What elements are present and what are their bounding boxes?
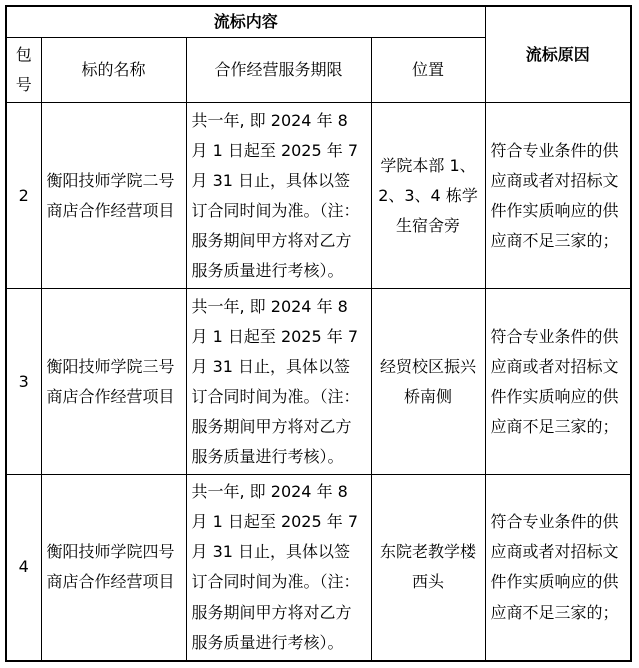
table-row [6,475,631,661]
target-name-cell: 衡阳技师学院四号商店合作经营项目 [41,475,186,661]
header-location: 位置 [371,38,485,103]
table-header-group-row [6,6,631,38]
package-number-cell: 2 [6,103,41,289]
location-cell: 学院本部 1、2、3、4 栋学生宿舍旁 [371,103,485,289]
failure-reason-cell: 符合专业条件的供应商或者对招标文件作实质响应的供应商不足三家的； [485,103,631,289]
package-number-cell: 3 [6,289,41,475]
header-bid-content: 流标内容 [6,6,485,38]
table-row [6,289,631,475]
service-period-cell: 共一年, 即 2024 年 8 月 1 日起至 2025 年 7 月 31 日止，具体以签订合同时间为准。（注：服务期间甲方将对乙方服务质量进行考核）。 [186,475,371,661]
failure-reason-cell: 符合专业条件的供应商或者对招标文件作实质响应的供应商不足三家的； [485,475,631,661]
failure-reason-cell: 符合专业条件的供应商或者对招标文件作实质响应的供应商不足三家的； [485,289,631,475]
target-name-cell: 衡阳技师学院三号商店合作经营项目 [41,289,186,475]
location-cell: 东院老教学楼西头 [371,475,485,661]
service-period-cell: 共一年, 即 2024 年 8 月 1 日起至 2025 年 7 月 31 日止，具体以签订合同时间为准。（注：服务期间甲方将对乙方服务质量进行考核）。 [186,289,371,475]
table-row [6,103,631,289]
failed-bid-table [5,5,632,662]
header-service-period: 合作经营服务期限 [186,38,371,103]
header-target-name: 标的名称 [41,38,186,103]
service-period-cell: 共一年, 即 2024 年 8 月 1 日起至 2025 年 7 月 31 日止，具体以签订合同时间为准。（注：服务期间甲方将对乙方服务质量进行考核）。 [186,103,371,289]
header-package-number: 包号 [6,38,41,103]
package-number-cell: 4 [6,475,41,661]
location-cell: 经贸校区振兴桥南侧 [371,289,485,475]
header-failure-reason: 流标原因 [485,6,631,103]
target-name-cell: 衡阳技师学院二号商店合作经营项目 [41,103,186,289]
